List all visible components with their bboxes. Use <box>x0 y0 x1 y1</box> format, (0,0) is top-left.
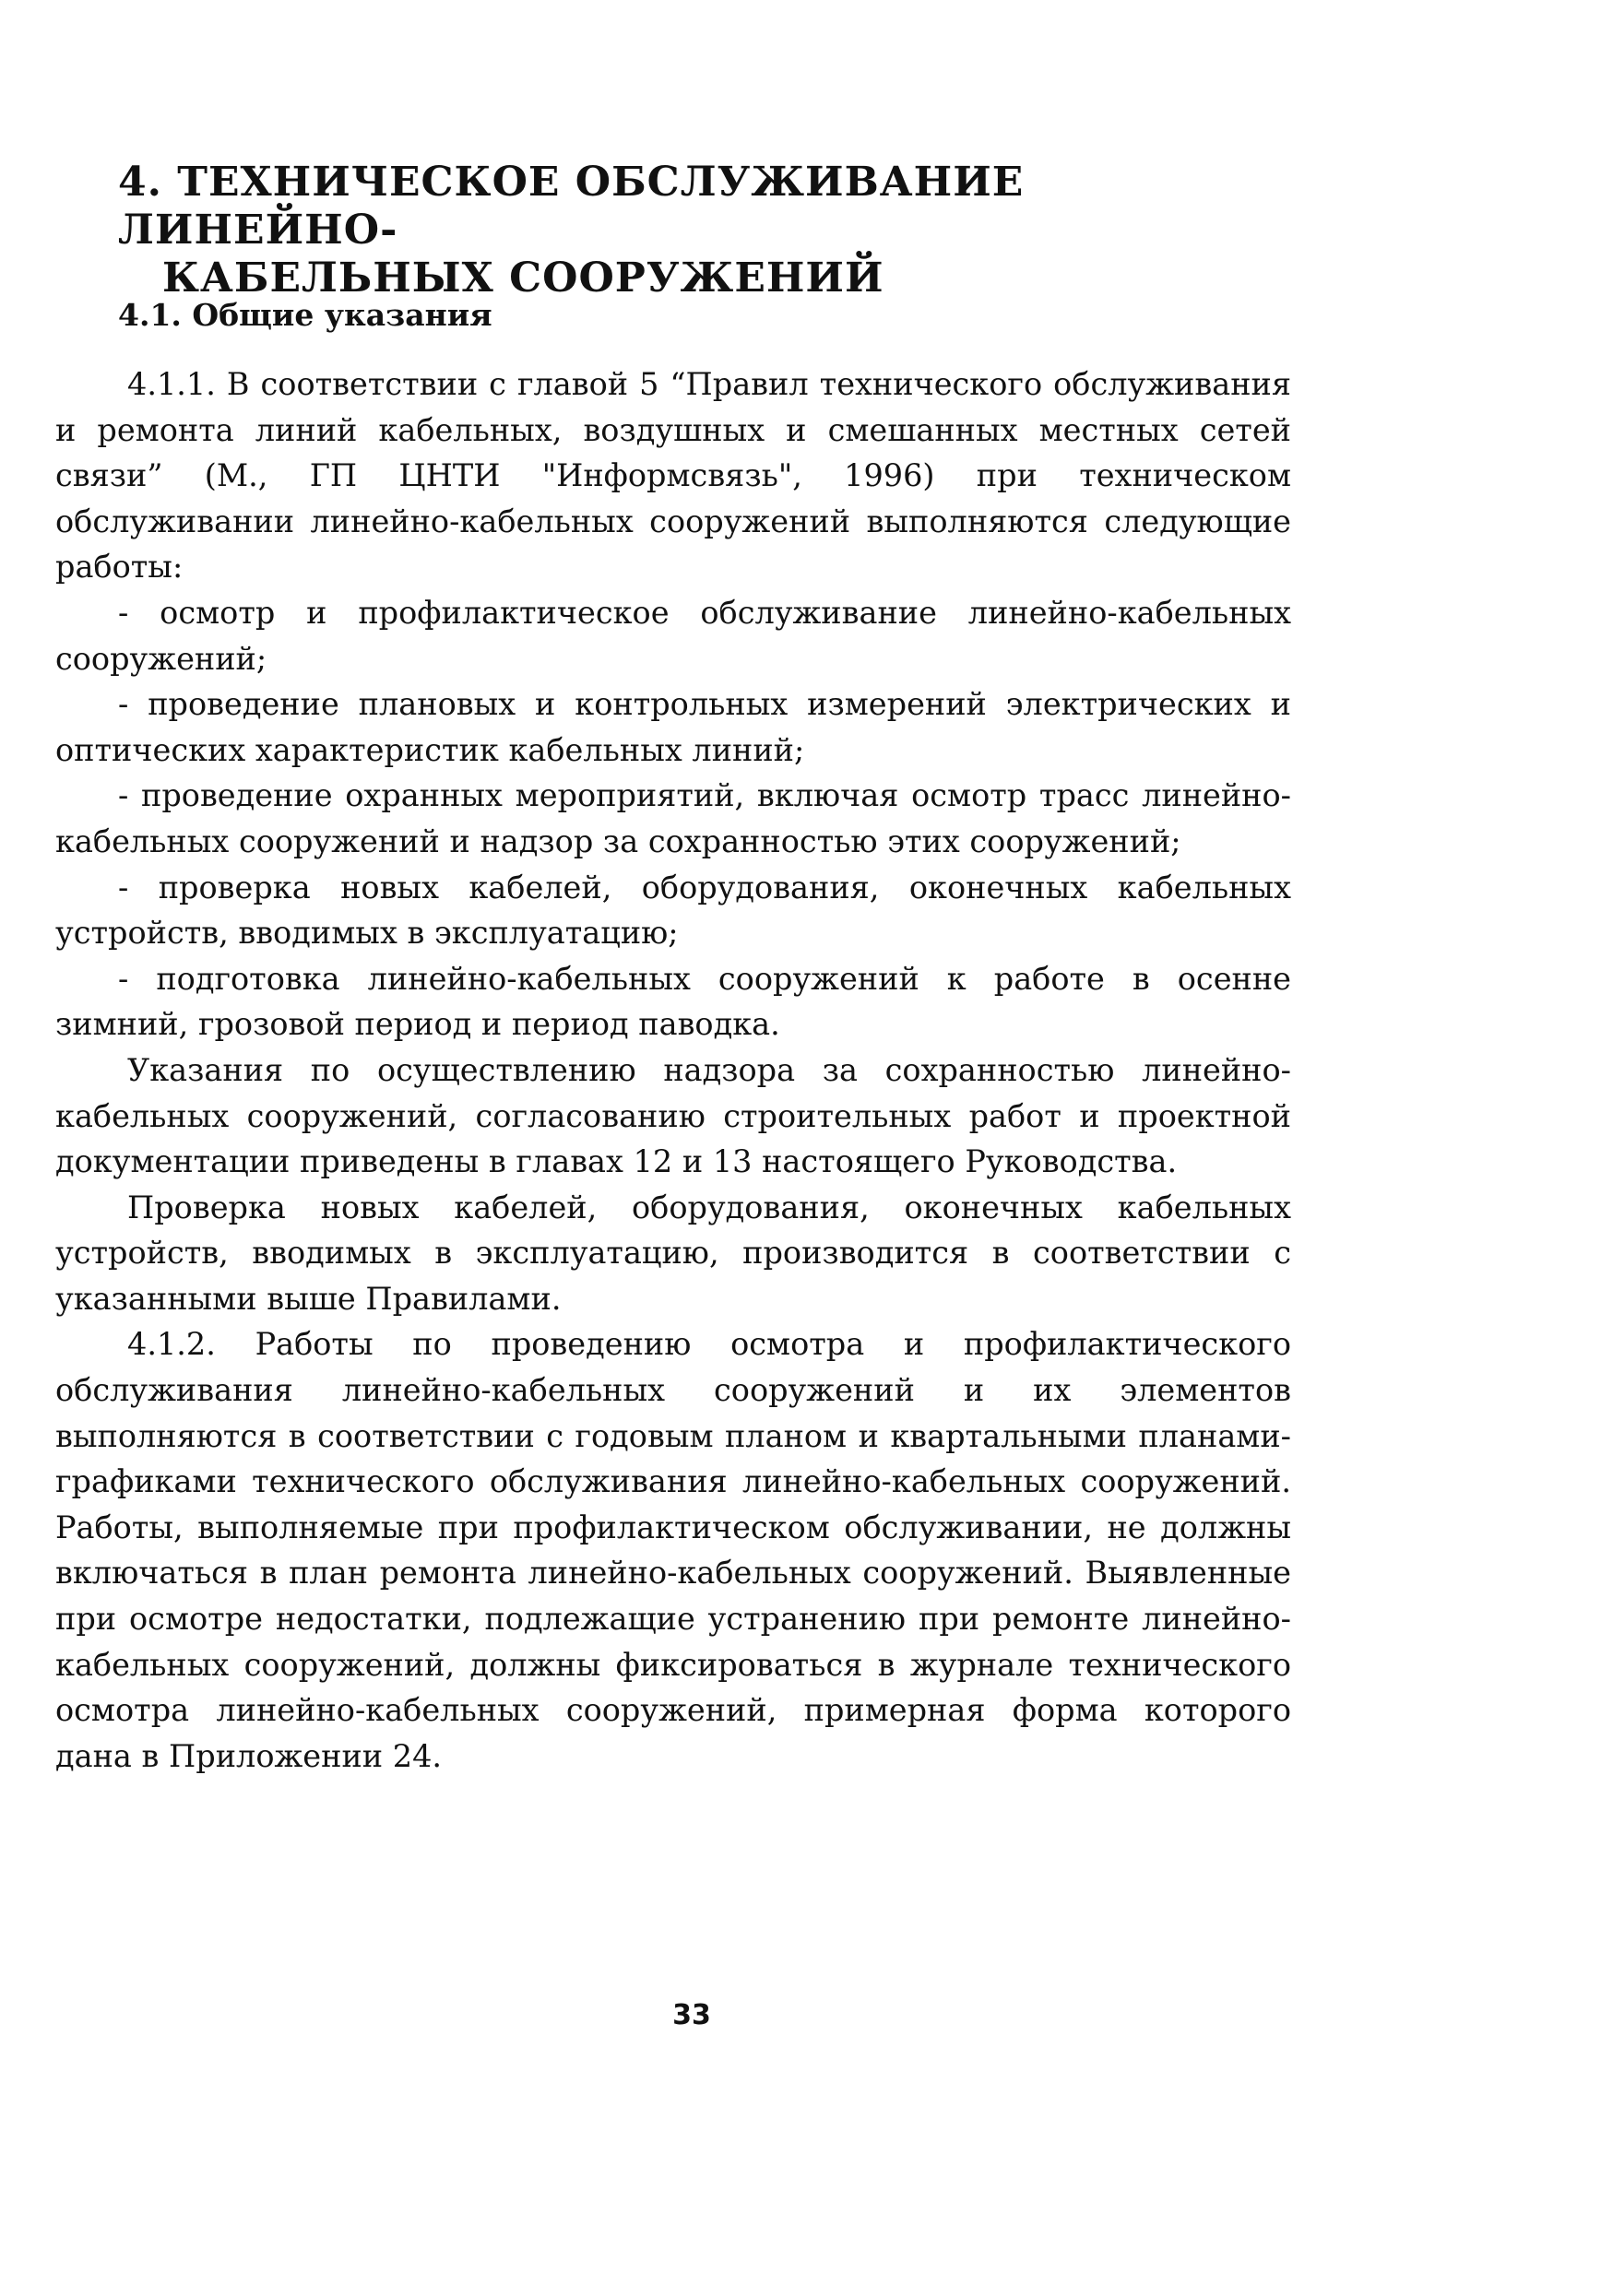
list-item-new-cables-check: - проверка новых кабелей, оборудования, оконечных кабельных устройств, вводимых в эксплуатацию; <box>55 869 1291 952</box>
list-item-protection: - проведение охранных мероприятий, включая осмотр трасс линейно-кабельных сооружений и надзор за сохранностью этих сооружений; <box>55 777 1291 859</box>
chapter-title-line-2: КАБЕЛЬНЫХ СООРУЖЕНИЙ <box>162 254 884 302</box>
page-number: 33 <box>672 1999 711 2031</box>
list-item-seasonal-preparation: - подготовка линейно-кабельных сооружений к работе в осенне зимний, грозовой период и период паводка. <box>55 960 1291 1043</box>
list-item-inspection: - осмотр и профилактическое обслуживание линейно-кабельных сооружений; <box>55 594 1291 677</box>
paragraph-supervision-guidance: Указания по осуществлению надзора за сохранностью линейно-кабельных сооружений, согласованию строительных работ и проектной документации приведены в главах 12 и 13 настоящего Руководства. <box>55 1051 1291 1180</box>
paragraph-new-cables-verification: Проверка новых кабелей, оборудования, оконечных кабельных устройств, вводимых в эксплуатацию, производится в соответствии с указанными выше Правилами. <box>55 1189 1291 1317</box>
paragraph-4-1-2: 4.1.2. Работы по проведению осмотра и профилактического обслуживания линейно-кабельных сооружений и их элементов выполняются в соответствии с годовым планом и квартальными планами-графиками технического обслуживания линейно-кабельных сооружений. Работы, выполняемые при профилактическом обслуживании, не должны включаться в план ремонта линейно-кабельных сооружений. Выявленные при осмотре недостатки, подлежащие устранению при ремонте линейно-кабельных сооружений, должны фиксироваться в журнале технического осмотра линейно-кабельных сооружений, примерная форма которого дана в Приложении 24. <box>55 1326 1291 1774</box>
chapter-title-line-1: 4. ТЕХНИЧЕСКОЕ ОБСЛУЖИВАНИЕ ЛИНЕЙНО- <box>118 159 1025 254</box>
section-heading: 4.1. Общие указания <box>118 297 492 333</box>
chapter-title <box>118 159 1317 302</box>
list-item-measurements: - проведение плановых и контрольных измерений электрических и оптических характеристик кабельных линий; <box>55 686 1291 768</box>
body-text <box>55 361 1291 1779</box>
paragraph-4-1-1: 4.1.1. В соответствии с главой 5 “Правил технического обслуживания и ремонта линий кабельных, воздушных и смешанных местных сетей связи” (М., ГП ЦНТИ "Информсвязь", 1996) при техническом обслуживании линейно-кабельных сооружений выполняются следующие работы: <box>55 366 1291 586</box>
